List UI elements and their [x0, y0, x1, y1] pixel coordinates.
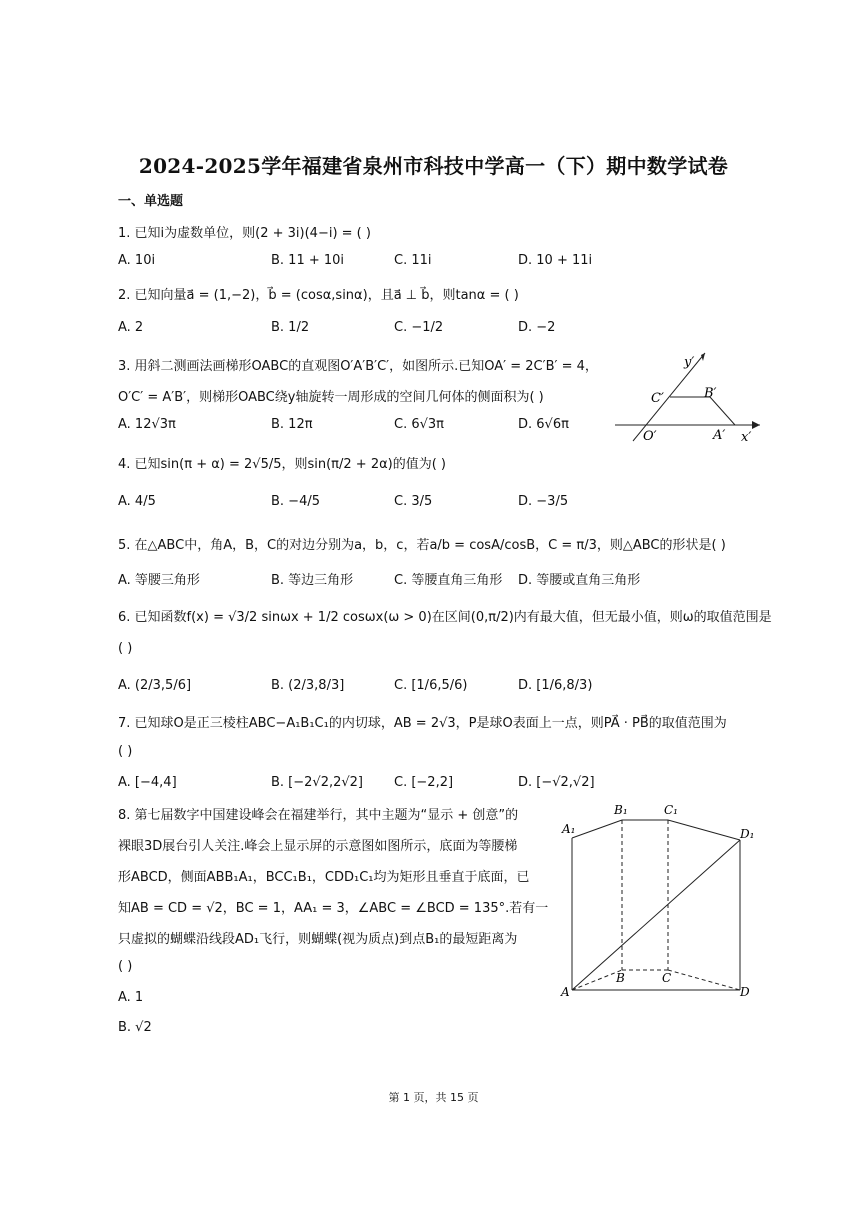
q3-option-a: A. 12√3π [118, 417, 176, 432]
q3-option-b: B. 12π [271, 417, 313, 432]
q1-option-a: A. 10i [118, 253, 156, 268]
q7-option-b: B. [−2√2,2√2] [271, 775, 364, 790]
fig2-label-c1: C₁ [664, 803, 678, 817]
question-8-stem-line-2: 裸眼3D展台引人关注.峰会上显示屏的示意图如图所示，底面为等腰梯 [118, 839, 518, 854]
q4-option-c: C. 3/5 [394, 494, 433, 509]
q5-option-a: A. 等腰三角形 [118, 573, 200, 588]
q8-option-b: B. √2 [118, 1020, 152, 1035]
page-footer: 第 1 页，共 15 页 [388, 1091, 479, 1104]
page-title: 2024-2025学年福建省泉州市科技中学高一（下）期中数学试卷 [138, 154, 729, 178]
question-6-stem-line-1: 6. 已知函数f(x) = √3/2 sinωx + 1/2 cosωx(ω > 0)在区间(0,π/2)内有最大值，但无最小值，则ω的取值范围是 [118, 610, 772, 625]
fig1-label-b: B′ [704, 386, 717, 401]
q2-option-a: A. 2 [118, 320, 144, 335]
question-8-stem-line-4: 知AB = CD = √2，BC = 1，AA₁ = 3，∠ABC = ∠BCD = 135°.若有一 [118, 901, 549, 916]
question-7-stem-line-2: ( ) [118, 744, 133, 759]
fig1-label-a: A′ [713, 428, 726, 443]
q8-option-a: A. 1 [118, 990, 144, 1005]
q7-option-d: D. [−√2,√2] [518, 775, 595, 790]
q7-option-c: C. [−2,2] [394, 775, 454, 790]
fig2-label-b: B [616, 971, 625, 985]
q5-option-c: C. 等腰直角三角形 [394, 573, 503, 588]
q6-option-b: B. (2/3,8/3] [271, 678, 345, 693]
q1-option-c: C. 11i [394, 253, 432, 268]
q6-option-d: D. [1/6,8/3) [518, 678, 593, 693]
q2-option-b: B. 1/2 [271, 320, 310, 335]
q3-option-c: C. 6√3π [394, 417, 444, 432]
fig2-label-a1: A₁ [562, 822, 576, 836]
question-8-stem-line-1: 8. 第七届数字中国建设峰会在福建举行，其中主题为“显示 + 创意”的 [118, 808, 519, 823]
question-7-stem-line-1: 7. 已知球O是正三棱柱ABC−A₁B₁C₁的内切球，AB = 2√3，P是球O表面上一点，则PA⃗ · PB⃗的取值范围为 [118, 716, 727, 731]
fig2-label-a: A [561, 985, 570, 999]
q5-option-d: D. 等腰或直角三角形 [518, 573, 641, 588]
prism-display-figure [560, 800, 760, 1000]
oblique-trapezoid-figure [615, 345, 765, 450]
q6-option-a: A. (2/3,5/6] [118, 678, 192, 693]
q2-option-d: D. −2 [518, 320, 556, 335]
q2-option-c: C. −1/2 [394, 320, 444, 335]
question-8-stem-line-6: ( ) [118, 959, 133, 974]
question-6-stem-line-2: ( ) [118, 641, 133, 656]
fig1-label-o: O′ [643, 429, 657, 444]
section-heading: 一、单选题 [118, 194, 184, 209]
q4-option-a: A. 4/5 [118, 494, 156, 509]
question-3-stem-line-1: 3. 用斜二测画法画梯形OABC的直观图O′A′B′C′，如图所示.已知OA′ = 2C′B′ = 4， [118, 359, 598, 374]
question-8-stem-line-3: 形ABCD，侧面ABB₁A₁，BCC₁B₁，CDD₁C₁均为矩形且垂直于底面，已 [118, 870, 530, 885]
q5-option-b: B. 等边三角形 [271, 573, 354, 588]
question-2-stem: 2. 已知向量a⃗ = (1,−2)，b⃗ = (cosα,sinα)，且a⃗ ⊥ b⃗，则tanα = ( ) [118, 288, 519, 303]
question-5-stem: 5. 在△ABC中，角A，B，C的对边分别为a，b，c，若a/b = cosA/cosB，C = π/3，则△ABC的形状是( ) [118, 538, 726, 553]
fig2-label-c: C [662, 971, 672, 985]
question-1-stem: 1. 已知i为虚数单位，则(2 + 3i)(4−i) = ( ) [118, 226, 371, 241]
q3-option-d: D. 6√6π [518, 417, 569, 432]
fig1-label-y: y′ [684, 355, 695, 370]
fig1-label-c: C′ [651, 391, 664, 406]
q1-option-b: B. 11 + 10i [271, 253, 345, 268]
q6-option-c: C. [1/6,5/6) [394, 678, 468, 693]
q4-option-d: D. −3/5 [518, 494, 569, 509]
fig2-label-d1: D₁ [740, 827, 755, 841]
fig2-label-b1: B₁ [614, 803, 628, 817]
question-8-stem-line-5: 只虚拟的蝴蝶沿线段AD₁飞行，则蝴蝶(视为质点)到点B₁的最短距离为 [118, 932, 518, 947]
q1-option-d: D. 10 + 11i [518, 253, 593, 268]
q7-option-a: A. [−4,4] [118, 775, 177, 790]
question-4-stem: 4. 已知sin(π + α) = 2√5/5，则sin(π/2 + 2α)的值为( ) [118, 457, 447, 472]
question-3-stem-line-2: O′C′ = A′B′，则梯形OABC绕y轴旋转一周形成的空间几何体的侧面积为( ) [118, 390, 544, 405]
fig1-label-x: x′ [741, 430, 752, 445]
fig2-label-d: D [740, 985, 750, 999]
q4-option-b: B. −4/5 [271, 494, 320, 509]
